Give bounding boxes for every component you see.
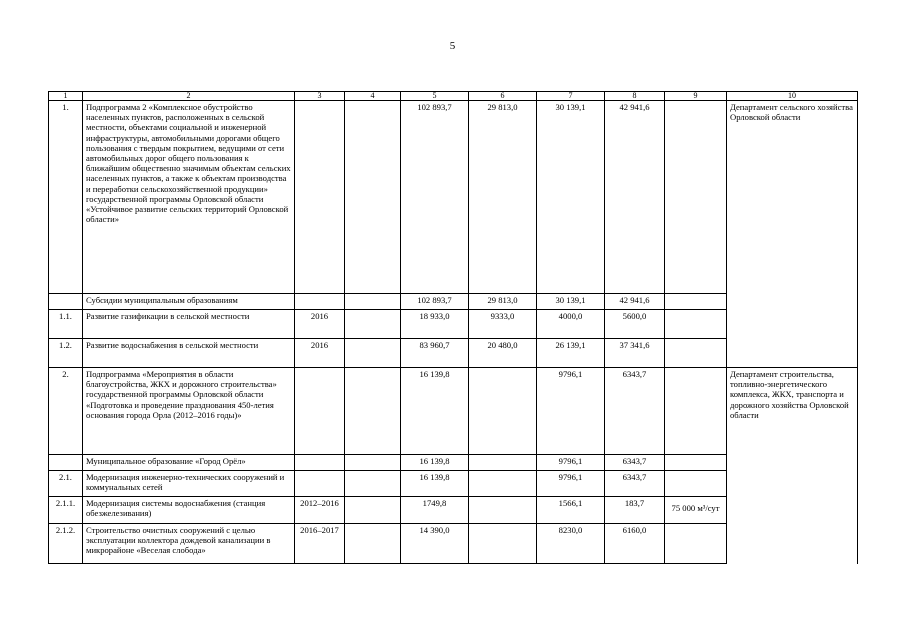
row-c7: 9796,1 (537, 471, 605, 497)
row-c4 (345, 497, 401, 524)
row-c8: 37 341,6 (605, 339, 665, 368)
row-c6 (469, 455, 537, 471)
row-c7: 9796,1 (537, 455, 605, 471)
row-name: Развитие газификации в сельской местности (83, 310, 295, 339)
row-number: 2. (49, 368, 83, 455)
row-period (295, 368, 345, 455)
col-header: 10 (727, 92, 858, 101)
row-total: 102 893,7 (401, 101, 469, 294)
col-header: 6 (469, 92, 537, 101)
col-header: 7 (537, 92, 605, 101)
row-name: Подпрограмма «Мероприятия в области благоустройства, ЖКХ и дорожного строительства» государственной программы Орловской области «Подготовка и проведение празднования 450-летия основания города Орла (2012–2016 годы)» (83, 368, 295, 455)
header-row (49, 92, 858, 101)
table-row (49, 368, 858, 455)
row-c4 (345, 101, 401, 294)
row-number: 2.1.2. (49, 524, 83, 564)
row-c8: 6160,0 (605, 524, 665, 564)
row-name: Субсидии муниципальным образованиям (83, 294, 295, 310)
row-c9 (665, 294, 727, 310)
row-c6 (469, 471, 537, 497)
row-period (295, 101, 345, 294)
row-c9 (665, 310, 727, 339)
row-c7: 9796,1 (537, 368, 605, 455)
row-c7: 26 139,1 (537, 339, 605, 368)
responsible-department: Департамент сельского хозяйства Орловской области (727, 101, 858, 368)
row-c8: 42 941,6 (605, 294, 665, 310)
page-number: 5 (449, 40, 456, 52)
row-c8: 42 941,6 (605, 101, 665, 294)
row-c4 (345, 524, 401, 564)
col-header: 5 (401, 92, 469, 101)
row-c4 (345, 310, 401, 339)
row-name: Строительство очистных сооружений с целью эксплуатации коллектора дождевой канализации в микрорайоне «Веселая слобода» (83, 524, 295, 564)
row-c7: 30 139,1 (537, 294, 605, 310)
row-c6: 29 813,0 (469, 101, 537, 294)
col-header: 3 (295, 92, 345, 101)
row-c6 (469, 368, 537, 455)
row-period: 2016 (295, 339, 345, 368)
row-name: Подпрограмма 2 «Комплексное обустройство населенных пунктов, расположенных в сельской местности, объектами социальной и инженерной инфраструктуры, автомобильными дорогами общего пользования с твердым покрытием, ведущими от сети автомобильных дорог общего пользования к ближайшим общественно значимым объектам сельских населенных пунктов, а также к объектам производства и переработки сельскохозяйственной продукции» государственной программы Орловской области «Устойчивое развитие сельских территорий Орловской области» (83, 101, 295, 294)
row-total: 16 139,8 (401, 471, 469, 497)
row-total: 14 390,0 (401, 524, 469, 564)
row-c9 (665, 471, 727, 497)
col-header: 4 (345, 92, 401, 101)
row-number: 1.1. (49, 310, 83, 339)
row-total: 18 933,0 (401, 310, 469, 339)
row-number: 2.1. (49, 471, 83, 497)
row-number (49, 294, 83, 310)
row-c7: 1566,1 (537, 497, 605, 524)
row-number (49, 455, 83, 471)
row-c8: 6343,7 (605, 471, 665, 497)
row-total: 1749,8 (401, 497, 469, 524)
row-c9 (665, 524, 727, 564)
row-c8: 6343,7 (605, 455, 665, 471)
row-c9 (665, 101, 727, 294)
row-c9 (665, 368, 727, 455)
row-period: 2016 (295, 310, 345, 339)
row-c7: 8230,0 (537, 524, 605, 564)
row-period (295, 455, 345, 471)
row-c4 (345, 339, 401, 368)
row-c6 (469, 497, 537, 524)
row-c4 (345, 455, 401, 471)
row-c6: 9333,0 (469, 310, 537, 339)
row-c8: 5600,0 (605, 310, 665, 339)
row-c4 (345, 368, 401, 455)
row-total: 16 139,8 (401, 368, 469, 455)
row-total: 83 960,7 (401, 339, 469, 368)
row-name: Модернизация системы водоснабжения (станция обезжелезивания) (83, 497, 295, 524)
row-c9 (665, 455, 727, 471)
row-number: 1. (49, 101, 83, 294)
col-header: 9 (665, 92, 727, 101)
row-number: 2.1.1. (49, 497, 83, 524)
responsible-department: Департамент строительства, топливно-энергетического комплекса, ЖКХ, транспорта и дорожного хозяйства Орловской области (727, 368, 858, 564)
row-c7: 4000,0 (537, 310, 605, 339)
col-header: 1 (49, 92, 83, 101)
row-period: 2012–2016 (295, 497, 345, 524)
row-number: 1.2. (49, 339, 83, 368)
row-c8: 183,7 (605, 497, 665, 524)
col-header: 2 (83, 92, 295, 101)
row-total: 102 893,7 (401, 294, 469, 310)
row-period (295, 471, 345, 497)
row-period (295, 294, 345, 310)
row-capacity: 75 000 м³/сут (665, 497, 727, 524)
row-total: 16 139,8 (401, 455, 469, 471)
col-header: 8 (605, 92, 665, 101)
row-c4 (345, 294, 401, 310)
row-period: 2016–2017 (295, 524, 345, 564)
row-name: Муниципальное образование «Город Орёл» (83, 455, 295, 471)
row-c9 (665, 339, 727, 368)
row-c4 (345, 471, 401, 497)
row-c7: 30 139,1 (537, 101, 605, 294)
row-c6: 29 813,0 (469, 294, 537, 310)
row-name: Развитие водоснабжения в сельской местности (83, 339, 295, 368)
row-name: Модернизация инженерно-технических сооружений и коммунальных сетей (83, 471, 295, 497)
row-c6: 20 480,0 (469, 339, 537, 368)
table-row (49, 101, 858, 294)
program-table (48, 91, 858, 564)
row-c6 (469, 524, 537, 564)
row-c8: 6343,7 (605, 368, 665, 455)
